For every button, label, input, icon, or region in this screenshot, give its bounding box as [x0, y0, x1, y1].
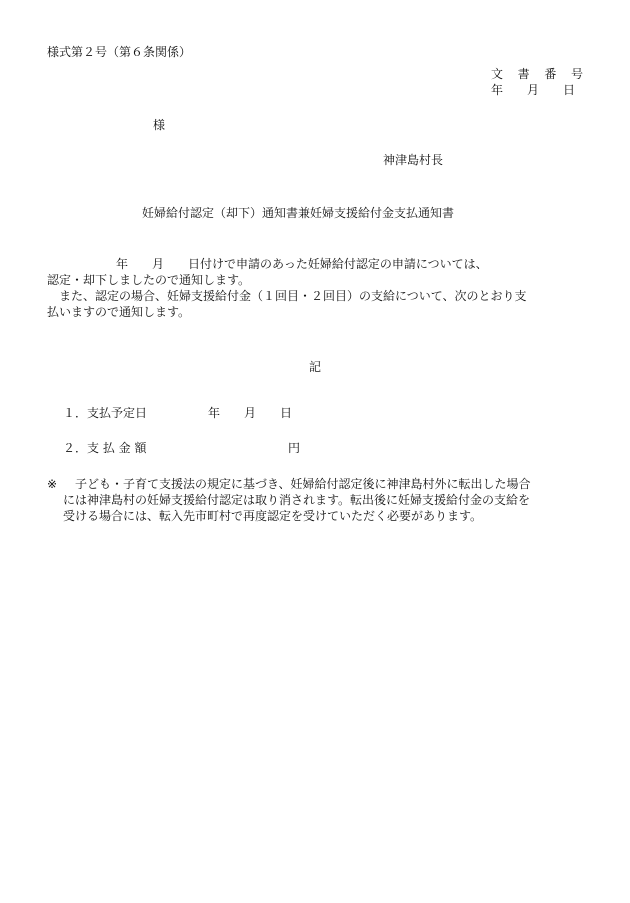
issue-date: 年 月 日: [491, 83, 576, 97]
payment-amount-label: ２．支 払 金 額: [63, 441, 147, 455]
body-line-3: また、認定の場合、妊婦支援給付金（１回目・２回目）の支給について、次のとおり支: [47, 289, 527, 303]
note-line-3: 受ける場合には、転入先市町村で再度認定を受けていただく必要があります。: [63, 509, 483, 523]
note-line-1: 子ども・子育て支援法の規定に基づき、妊婦給付認定後に神津島村外に転出した場合: [75, 477, 531, 491]
recipient-honorific: 様: [153, 118, 166, 132]
note-line-2: には神津島村の妊婦支援給付認定は取り消されます。転出後に妊婦支援給付金の支給を: [63, 493, 531, 507]
body-paragraph: [47, 272, 527, 320]
document-number-label: 文書番号: [491, 67, 583, 81]
payment-date-value: 年 月 日: [208, 406, 293, 420]
body-line-1: 年 月 日付けで申請のあった妊婦給付認定の申請については、: [116, 257, 488, 271]
body-line-2: 認定・却下しましたので通知します。: [47, 273, 251, 287]
sender-name: 神津島村長: [383, 153, 444, 167]
note-mark: ※: [47, 477, 58, 491]
payment-date-label: １．支払予定日: [63, 406, 148, 420]
ki-heading: 記: [309, 360, 322, 374]
payment-amount-unit: 円: [288, 441, 301, 455]
document-title: 妊婦給付認定（却下）通知書兼妊婦支援給付金支払通知書: [142, 206, 455, 220]
body-line-4: 払いますので通知します。: [47, 305, 191, 319]
form-number: 様式第２号（第６条関係）: [47, 45, 192, 59]
note-paragraph: [63, 492, 530, 524]
